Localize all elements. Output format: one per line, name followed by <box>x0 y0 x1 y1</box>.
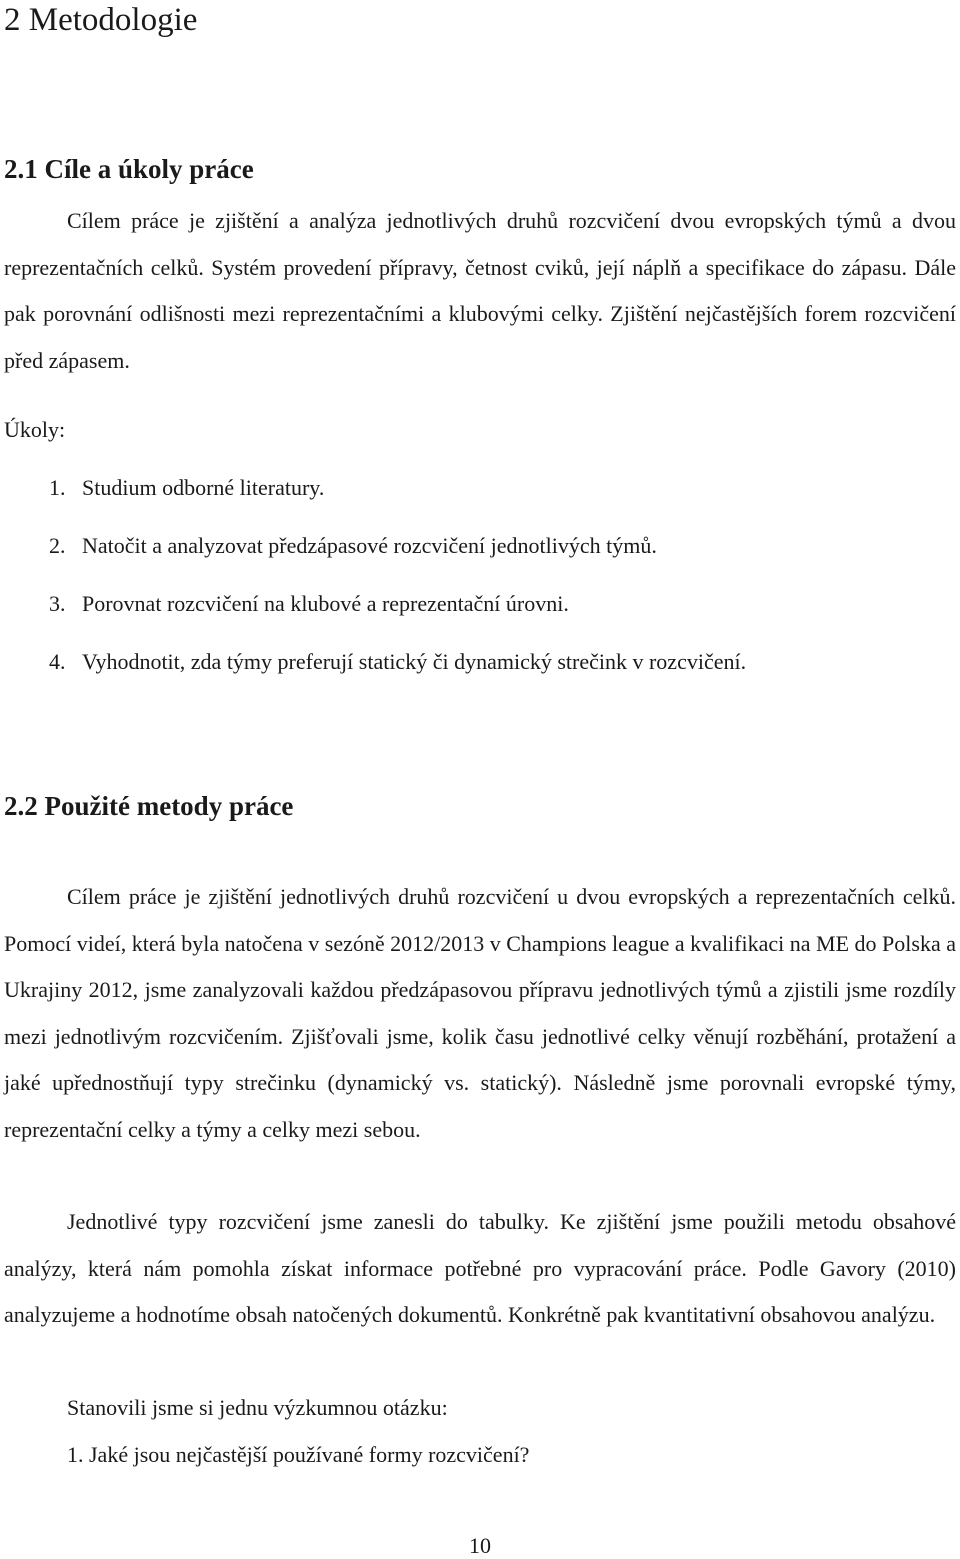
methods-paragraph-2 <box>4 1199 956 1339</box>
page-number: 10 <box>469 1533 491 1558</box>
task-number: 3. <box>49 591 66 616</box>
task-item <box>49 647 746 677</box>
task-number: 1. <box>49 475 66 500</box>
task-text: Vyhodnotit, zda týmy preferují statický či dynamický strečink v rozcvičení. <box>82 649 747 674</box>
methods-paragraph-1 <box>4 874 956 1154</box>
goals-paragraph <box>4 198 956 384</box>
task-text: Natočit a analyzovat předzápasové rozcvičení jednotlivých týmů. <box>82 533 657 558</box>
methods-paragraph-1-text: Cílem práce je zjištění jednotlivých druhů rozcvičení u dvou evropských a reprezentačních celků. Pomocí videí, která byla natočena v sezóně 2012/2013 v Champions league a kvalifikaci na ME do Polska a Ukrajiny 2012, jsme zanalyzovali každou předzápasovou přípravu jednotlivých týmů a zjistili jsme rozdíly mezi jednotlivým rozcvičením. Zjišťovali jsme, kolik času jednotlivé celky věnují rozběhání, protažení a jaké upřednostňují typy strečinku (dynamický vs. statický). Následně jsme porovnali evropské týmy, reprezentační celky a týmy a celky mezi sebou. <box>4 884 956 1142</box>
methods-paragraph-2-text: Jednotlivé typy rozcvičení jsme zanesli do tabulky. Ke zjištění jsme použili metodu obsahové analýzy, která nám pomohla získat informace potřebné pro vypracování práce. Podle Gavory (2010) analyzujeme a hodnotíme obsah natočených dokumentů. Konkrétně pak kvantitativní obsahovou analýzu. <box>4 1209 956 1328</box>
research-question-intro: Stanovili jsme si jednu výzkumnou otázku: <box>67 1395 448 1420</box>
task-item <box>49 589 569 619</box>
task-item <box>49 473 324 503</box>
section-heading-goals: 2.1 Cíle a úkoly práce <box>4 154 254 184</box>
task-number: 4. <box>49 649 66 674</box>
task-number: 2. <box>49 533 66 558</box>
research-question: 1. Jaké jsou nejčastější používané formy rozcvičení? <box>67 1442 530 1467</box>
task-text: Studium odborné literatury. <box>82 475 325 500</box>
tasks-label: Úkoly: <box>4 417 66 442</box>
section-heading-methods: 2.2 Použité metody práce <box>4 791 294 821</box>
goals-paragraph-text: Cílem práce je zjištění a analýza jednotlivých druhů rozcvičení dvou evropských týmů a dvou reprezentačních celků. Systém provedení přípravy, četnost cviků, její náplň a specifikace do zápasu. Dále pak porovnání odlišnosti mezi reprezentačními a klubovými celky. Zjištění nejčastějších forem rozcvičení před zápasem. <box>4 208 956 373</box>
task-item <box>49 531 657 561</box>
task-text: Porovnat rozcvičení na klubové a reprezentační úrovni. <box>82 591 569 616</box>
chapter-heading: 2 Metodologie <box>4 2 198 38</box>
